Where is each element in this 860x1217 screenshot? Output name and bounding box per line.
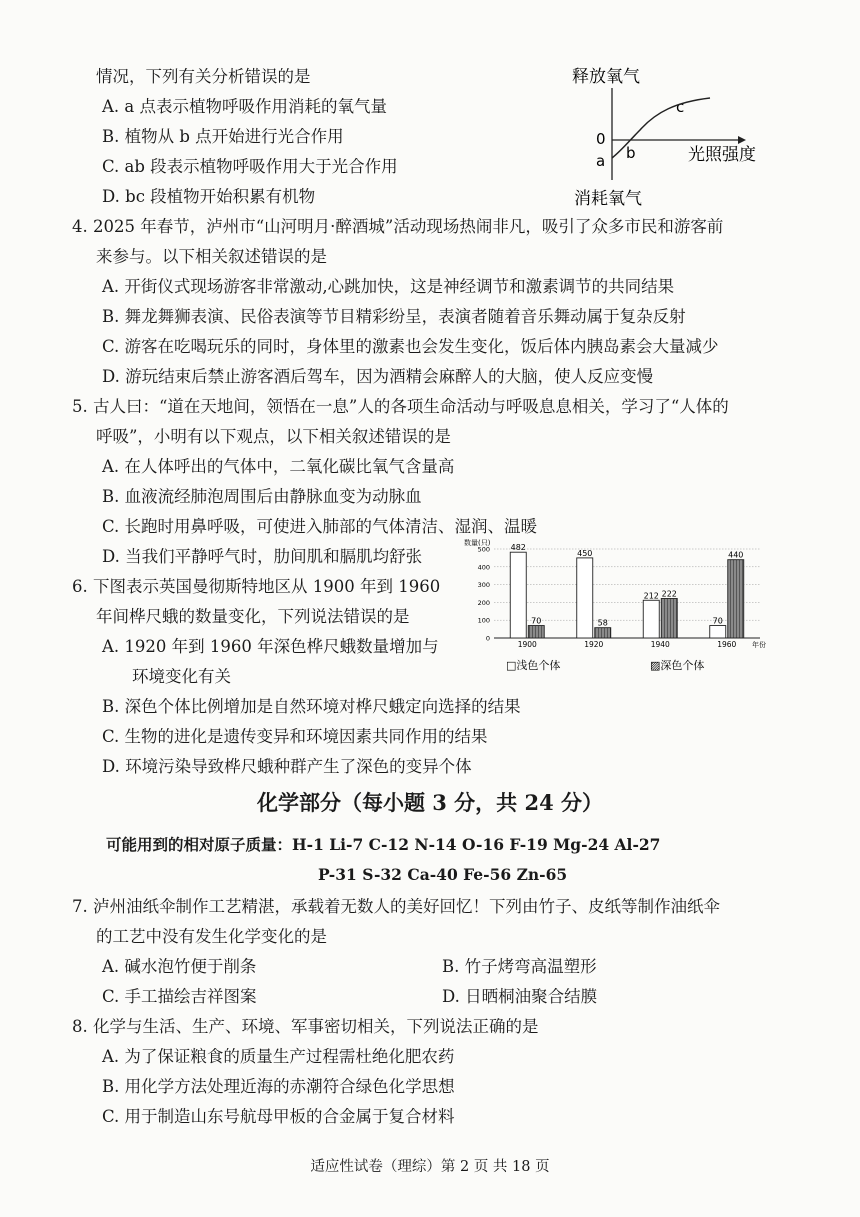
q6-option-a-line1: A. 1920 年到 1960 年深色桦尺蛾数量增加与: [102, 637, 439, 656]
chart-category-label: 1920: [584, 640, 604, 649]
chart-bar-dark: [661, 598, 677, 638]
q7-option-d: D. 日晒桐油聚合结膜: [442, 987, 598, 1006]
q4-option-a: A. 开街仪式现场游客非常激动,心跳加快，这是神经调节和激素调节的共同结果: [102, 277, 675, 296]
chart-bar-light: [510, 552, 526, 638]
q3-option-c: C. ab 段表示植物呼吸作用大于光合作用: [102, 157, 398, 176]
curve-x-label: 光照强度: [688, 145, 756, 165]
curve-point-b: b: [626, 144, 636, 162]
q7-stem-line2: 的工艺中没有发生化学变化的是: [96, 927, 327, 946]
q7-option-c: C. 手工描绘吉祥图案: [102, 987, 257, 1006]
q8-option-b: B. 用化学方法处理近海的赤潮符合绿色化学思想: [102, 1077, 455, 1096]
q4-option-c: C. 游客在吃喝玩乐的同时，身体里的激素也会发生变化，饭后体内胰岛素会大量减少: [102, 337, 719, 356]
chart-xlabel: 年份: [752, 641, 766, 649]
q8-stem: 8. 化学与生活、生产、环境、军事密切相关，下列说法正确的是: [72, 1017, 539, 1036]
chart-ytick-label: 100: [477, 616, 490, 625]
chart-data-label: 70: [712, 616, 723, 626]
chart-data-label: 482: [510, 543, 526, 553]
q4-option-b: B. 舞龙舞狮表演、民俗表演等节目精彩纷呈，表演者随着音乐舞动属于复杂反射: [102, 307, 686, 326]
q4-stem-line2: 来参与。以下相关叙述错误的是: [96, 247, 327, 266]
q5-option-c: C. 长跑时用鼻呼吸，可使进入肺部的气体清洁、湿润、温暖: [102, 517, 538, 536]
chart-bar-light: [710, 626, 726, 638]
q5-option-a: A. 在人体呼出的气体中，二氧化碳比氧气含量高: [102, 457, 455, 476]
chemistry-section-heading: 化学部分（每小题 3 分，共 24 分）: [256, 790, 604, 815]
q7-option-b: B. 竹子烤弯高温塑形: [442, 957, 597, 976]
q6-option-a-line2: 环境变化有关: [132, 667, 231, 686]
oxygen-light-curve-figure: [560, 60, 800, 210]
q6-option-b: B. 深色个体比例增加是自然环境对桦尺蛾定向选择的结果: [102, 697, 521, 716]
chart-ytick-label: 400: [477, 563, 490, 572]
chart-category-label: 1960: [717, 640, 737, 649]
q5-option-d: D. 当我们平静呼气时，肋间肌和膈肌均舒张: [102, 547, 423, 566]
q7-stem-line1: 7. 泸州油纸伞制作工艺精湛，承载着无数人的美好回忆！下列由竹子、皮纸等制作油纸伞: [72, 897, 720, 916]
page-footer: 适应性试卷（理综）第 2 页 共 18 页: [310, 1159, 550, 1175]
q6-stem-line1: 6. 下图表示英国曼彻斯特地区从 1900 年到 1960: [72, 577, 441, 596]
atomic-masses-line2: P-31 S-32 Ca-40 Fe-56 Zn-65: [318, 865, 568, 884]
q3-option-b: B. 植物从 b 点开始进行光合作用: [102, 127, 344, 146]
chart-legend-light: □浅色个体: [506, 659, 561, 672]
q5-option-b: B. 血液流经肺泡周围后由静脉血变为动脉血: [102, 487, 422, 506]
chart-ytick-label: 300: [477, 581, 490, 590]
q8-option-c: C. 用于制造山东号航母甲板的合金属于复合材料: [102, 1107, 455, 1126]
atomic-masses-line1: 可能用到的相对原子质量：H-1 Li-7 C-12 N-14 O-16 F-19 Mg-24 Al-27: [106, 835, 661, 854]
curve-point-c: c: [676, 98, 685, 116]
q4-stem-line1: 4. 2025 年春节，泸州市“山河明月·醉酒城”活动现场热闹非凡，吸引了众多市民和游客前: [72, 217, 724, 236]
chart-data-label: 450: [577, 548, 593, 558]
chart-bar-light: [577, 558, 593, 638]
q8-option-a: A. 为了保证粮食的质量生产过程需杜绝化肥农药: [102, 1047, 455, 1066]
q6-option-c: C. 生物的进化是遗传变异和环境因素共同作用的结果: [102, 727, 488, 746]
chart-data-label: 70: [531, 616, 542, 626]
chart-data-label: 440: [728, 550, 744, 560]
q7-option-a: A. 碱水泡竹便于削条: [102, 957, 257, 976]
chart-ylabel: 数量(只): [464, 539, 491, 547]
curve-x-arrow: [738, 136, 746, 144]
chart-bar-dark: [595, 628, 611, 638]
q4-option-d: D. 游玩结束后禁止游客酒后驾车，因为酒精会麻醉人的大脑，使人反应变慢: [102, 367, 654, 386]
curve-point-a: a: [596, 152, 606, 170]
curve-y-top-label: 释放氧气: [572, 67, 640, 87]
curve-origin: 0: [596, 130, 606, 148]
curve-y-bottom-label: 消耗氧气: [574, 189, 642, 209]
chart-ytick-label: 500: [477, 545, 490, 554]
chart-ytick-label: 200: [477, 598, 490, 607]
chart-legend-dark: ▨深色个体: [650, 659, 705, 672]
chart-data-label: 222: [661, 589, 677, 599]
chart-bar-light: [643, 600, 659, 638]
chart-data-label: 212: [643, 591, 659, 601]
moth-population-bar-chart: [460, 535, 780, 675]
chart-category-label: 1900: [517, 640, 537, 649]
q6-stem-line2: 年间桦尺蛾的数量变化，下列说法错误的是: [96, 607, 410, 626]
q5-stem-line1: 5. 古人曰：“道在天地间，领悟在一息”人的各项生命活动与呼吸息息相关，学习了“人体的: [72, 397, 729, 416]
q3-option-a: A. a 点表示植物呼吸作用消耗的氧气量: [102, 97, 387, 116]
q5-stem-line2: 呼吸”，小明有以下观点，以下相关叙述错误的是: [96, 427, 451, 446]
chart-data-label: 58: [597, 618, 608, 628]
chart-category-label: 1940: [650, 640, 670, 649]
chart-ytick-label: 0: [485, 634, 490, 643]
q3-option-d: D. bc 段植物开始积累有机物: [102, 187, 316, 206]
q3-stem-tail: 情况，下列有关分析错误的是: [96, 67, 311, 86]
chart-bar-dark: [528, 626, 544, 638]
chart-bar-dark: [728, 560, 744, 638]
q6-option-d: D. 环境污染导致桦尺蛾种群产生了深色的变异个体: [102, 757, 472, 776]
